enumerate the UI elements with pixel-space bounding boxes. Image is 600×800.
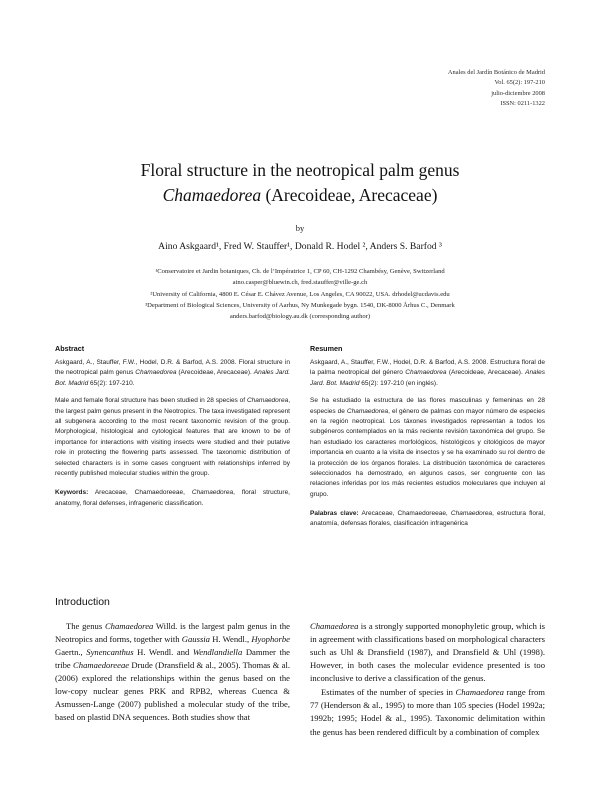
title-block	[55, 158, 545, 208]
resumen-citation-journal: Anales Jard. Bot. Madrid	[310, 369, 545, 387]
intro-p1-i6: Chamaedoreeae	[73, 660, 130, 671]
palabras-clave-pre: Arecaceae, Chamaedoreeae,	[358, 510, 451, 518]
resumen-body-post: , el género de palmas con mayor número de especies en la región neotropical. Los táxones investigados representan a todos los subgéneros contemplados en la más reciente revisión taxonómica del grupo. Se han estudiado los caracteres morfológicos, histológicos y citológicos de mayor importancia en cuanto a la visita de insectos y se ha examinado su rol dentro de la protección de los órganos florales. La distribución taxonómica de caracteres seleccionados ha demostrado, en algunos casos, ser congruente con las relaciones inferidas por los más recientes estudios moleculares que incluyen al grupo.	[310, 407, 545, 498]
intro-p1-s7: Drude (Dransfield & al., 2005). Thomas & al. (2006) explored the relationships within the genus based on the low-copy nuclear genes PRK and RPB2, whereas Cuenca & Asmussen-Lange (2007) published a molecular study of the tribe, based on plastid DNA sequences. Both studies show that	[55, 660, 290, 723]
keywords-genus: Chamaedorea	[191, 489, 234, 497]
abstract-citation-mid: (Arecoideae, Arecaceae).	[176, 369, 254, 377]
abstract-citation-pre: Askgaard, A., Stauffer, F.W., Hodel, D.R. & Barfod, A.S. 2008. Floral structure in the neotropical palm genus	[55, 359, 290, 377]
intro-p1-s4: Gaertn.,	[55, 647, 87, 658]
resumen-heading: Resumen	[310, 344, 343, 353]
journal-issn: ISSN: 0211-1322	[500, 100, 545, 108]
keywords-line	[55, 488, 290, 509]
abstract-citation-genus: Chamaedorea	[135, 369, 177, 377]
introduction-left-column	[55, 620, 290, 740]
journal-volume: Vol. 65(2): 197-210	[494, 79, 545, 87]
introduction-heading: Introduction	[55, 596, 110, 608]
title-genus: Chamaedorea	[162, 184, 262, 205]
affiliation-3: ³Department of Biological Sciences, University of Aarhus, Ny Munkegade bygn. 1540, DK-8000 Århus C., Denmark	[145, 301, 455, 309]
affiliation-1: ¹Conservatoire et Jardin botaniques, Ch. de l’Impératrice 1, CP 60, CH-1292 Chambésy, Genève, Switzerland	[155, 268, 445, 275]
abstract-body-post: , the largest palm genus present in the Neotropics. The taxa investigated represent all subgenera according to the most recent taxonomic revision of the group. Morphological, histological and cytological features that are known to be of importance for interactions with visiting insects were studied and their putative role in protecting the flowering parts assessed. The taxonomic distribution of selected characters is in some cases congruent with relationships inferred by recently published molecular studies within the group.	[55, 397, 290, 477]
abstract-body-pre: Male and female floral structure has been studied in 28 species of	[55, 397, 247, 405]
abstract-citation	[55, 358, 290, 389]
intro-p1-s3: H. Wendl.,	[209, 634, 252, 645]
page-title	[55, 158, 545, 208]
palabras-clave-genus: Chamaedorea	[450, 510, 493, 518]
keywords-post: , floral structure, anatomy, floral defenses, infrageneric classification.	[55, 489, 290, 507]
journal-issue-date: julio-diciembre 2008	[491, 89, 545, 97]
affiliation-1-emails: aino.casper@bluewin.ch, fred.stauffer@ville-ge.ch	[232, 279, 368, 287]
resumen-body-pre: Se ha estudiado la estructura de las flores masculinas y femeninas en 28 especies de	[310, 397, 545, 415]
abstract-heading: Abstract	[55, 344, 85, 353]
resumen-body	[310, 396, 545, 500]
abstract-resumen-section	[55, 344, 545, 530]
intro-p3-s1: Estimates of the number of species in	[321, 687, 456, 698]
journal-header	[448, 68, 545, 110]
resumen-citation-genus: Chamaedorea	[405, 369, 447, 377]
intro-paragraph-3	[310, 686, 545, 738]
intro-p1-s5: H. Wendl. and	[133, 647, 193, 658]
intro-p1-s2: Willd. is the largest palm genus in the Neotropics and forms, together with	[55, 621, 290, 645]
intro-paragraph-1	[55, 620, 290, 725]
introduction-body	[55, 620, 545, 740]
resumen-citation-mid: (Arecoideae, Arecaceae).	[446, 369, 526, 377]
abstract-body	[55, 396, 290, 479]
resumen-citation-pre: Askgaard, A., Stauffer, F.W., Hodel, D.R. & Barfod, A.S. 2008. Estructura floral de la palma neotropical del género	[310, 359, 545, 377]
author-list: Aino Askgaard¹, Fred W. Stauffer¹, Donald R. Hodel ², Anders S. Barfod ³	[158, 241, 442, 252]
affiliation-block	[48, 266, 552, 323]
intro-p1-i4: Synencanthus	[86, 647, 134, 658]
palabras-clave-line	[310, 509, 545, 530]
abstract-column	[55, 344, 290, 530]
resumen-body-genus: Chamaedorea	[346, 407, 389, 415]
intro-p1-s1: The genus	[66, 621, 105, 631]
abstract-citation-journal: Anales Jard. Bot. Madrid	[55, 369, 290, 387]
palabras-clave-label: Palabras clave:	[310, 510, 359, 518]
byline-label: by	[295, 223, 305, 233]
resumen-column	[310, 344, 545, 530]
affiliation-2: ²University of California, 4800 E. César E. Chávez Avenue, Los Angeles, CA 90022, USA. drhodel@ucdavis.edu	[150, 290, 450, 298]
keywords-pre: Arecaceae, Chamaedoreeae,	[88, 489, 192, 497]
introduction-right-column	[310, 620, 545, 740]
palabras-clave-post: , estructura floral, anatomía, defensas florales, clasificación infragenérica	[310, 510, 545, 528]
abstract-body-genus: Chamaedorea	[246, 397, 289, 405]
intro-p2-i1: Chamaedorea	[310, 621, 359, 631]
intro-p1-s6: Dammer the tribe	[55, 647, 290, 671]
corresponding-author-email: anders.barfod@biology.au.dk (corresponding author)	[229, 313, 371, 321]
intro-p1-i3: Hyophorbe	[251, 634, 290, 645]
intro-p1-i2: Gaussia	[181, 634, 210, 645]
resumen-citation	[310, 358, 545, 389]
resumen-citation-post: 65(2): 197-210 (en inglés).	[359, 379, 438, 387]
title-line-2-rest: (Arecoideae, Arecaceae)	[261, 184, 438, 205]
intro-p3-i1: Chamaedorea	[455, 687, 504, 698]
intro-p1-i5: Wendlandiella	[192, 647, 243, 658]
intro-p1-i1: Chamaedorea	[104, 621, 154, 631]
intro-p2-s1: is a strongly supported monophyletic group, which is in agreement with classifications based on morphological characters such as Uhl & Dransfield (1987), and Dransfield & Uhl (1998). However, in both cases the molecular evidence presented is too inconclusive to derive a classification of the genus.	[310, 621, 545, 684]
title-line-1: Floral structure in the neotropical palm genus	[140, 160, 460, 180]
intro-paragraph-2	[310, 620, 545, 685]
keywords-label: Keywords:	[55, 489, 89, 497]
journal-name: Anales del Jardín Botánico de Madrid	[447, 69, 545, 76]
abstract-citation-post: 65(2): 197-210.	[88, 379, 135, 387]
intro-p3-s2: range from 77 (Henderson & al., 1995) to more than 105 species (Hodel 1992a; 1992b; 1995; Hodel & al., 1995). Taxonomic delimitation within the genus has been rendered difficult by a combination of complex	[310, 687, 545, 737]
